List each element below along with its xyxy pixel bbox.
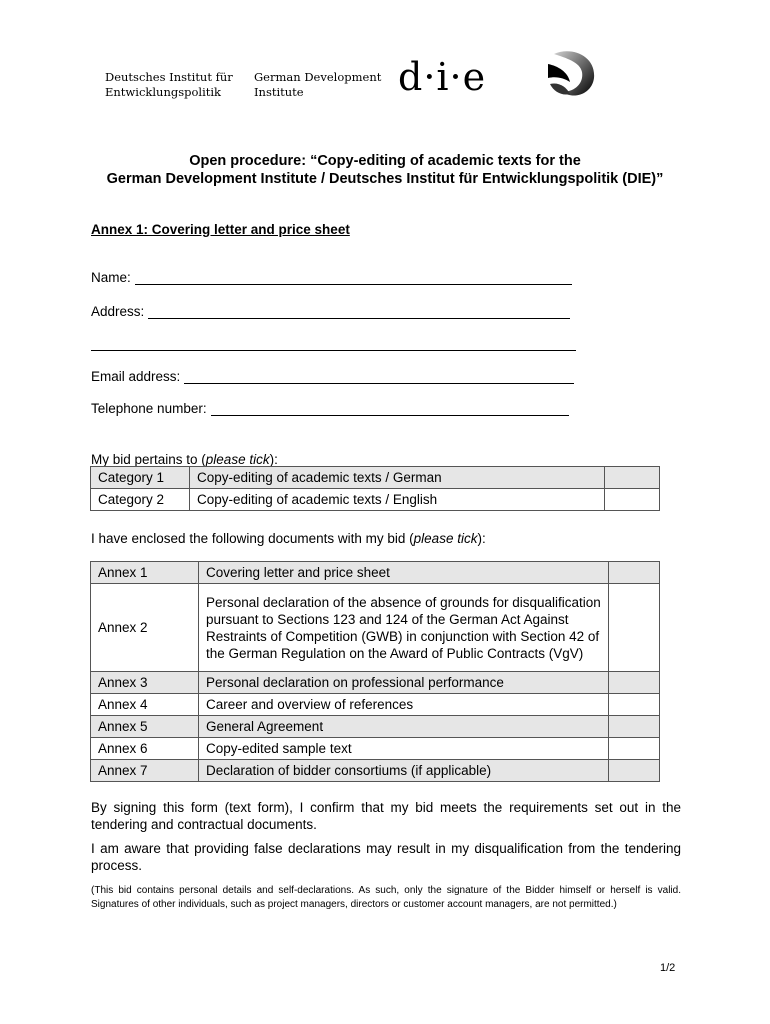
description-cell: General Agreement <box>199 716 609 738</box>
description-cell: Declaration of bidder consortiums (if applicable) <box>199 760 609 782</box>
die-emblem-icon <box>544 48 598 100</box>
name-line[interactable] <box>135 270 572 285</box>
description-cell: Copy-edited sample text <box>199 738 609 760</box>
table-row <box>91 716 660 738</box>
address-field[interactable] <box>91 304 570 319</box>
description-cell: Covering letter and price sheet <box>199 562 609 584</box>
tick-box[interactable] <box>605 489 660 511</box>
tick-box[interactable] <box>609 760 660 782</box>
annex-cell: Annex 5 <box>91 716 199 738</box>
description-cell: Career and overview of references <box>199 694 609 716</box>
table-row <box>91 562 660 584</box>
signature-note: (This bid contains personal details and self-declarations. As such, only the signature of the Bidder himself or herself is valid. Signatures of other individuals, such as project managers, directors or customer account managers, are not permitted.) <box>91 885 681 910</box>
description-cell: Copy-editing of academic texts / English <box>190 489 605 511</box>
tick-box[interactable] <box>609 562 660 584</box>
description-cell: Copy-editing of academic texts / German <box>190 467 605 489</box>
email-field[interactable] <box>91 369 574 384</box>
address-line-2[interactable] <box>91 350 576 351</box>
bid-category-table <box>90 466 660 511</box>
annex-heading: Annex 1: Covering letter and price sheet <box>91 222 350 237</box>
document-title: Open procedure: “Copy-editing of academic texts for the German Development Institute / Deutsches Institut für Entwicklungspolitik (DIE)” <box>106 153 664 187</box>
tick-box[interactable] <box>605 467 660 489</box>
awareness-paragraph: I am aware that providing false declarations may result in my disqualification from the tendering process. <box>91 841 681 873</box>
tick-box[interactable] <box>609 716 660 738</box>
annex-cell: Annex 4 <box>91 694 199 716</box>
telephone-line[interactable] <box>211 401 569 416</box>
email-label: Email address: <box>91 369 181 384</box>
table-row <box>91 738 660 760</box>
bid-intro: My bid pertains to (please tick): <box>91 452 278 467</box>
address-line[interactable] <box>148 304 570 319</box>
institute-name-english: German Development Institute <box>254 70 382 99</box>
annex-cell: Annex 2 <box>91 584 199 672</box>
category-cell: Category 1 <box>91 467 190 489</box>
address-label: Address: <box>91 304 145 319</box>
table-row <box>91 489 660 511</box>
description-cell: Personal declaration on professional performance <box>199 672 609 694</box>
email-line[interactable] <box>184 369 574 384</box>
table-row <box>91 584 660 672</box>
tick-box[interactable] <box>609 672 660 694</box>
category-cell: Category 2 <box>91 489 190 511</box>
tick-box[interactable] <box>609 584 660 672</box>
tick-box[interactable] <box>609 694 660 716</box>
die-wordmark: d·i·e <box>398 55 487 99</box>
tick-box[interactable] <box>609 738 660 760</box>
annex-cell: Annex 1 <box>91 562 199 584</box>
table-row <box>91 467 660 489</box>
documents-table <box>90 561 660 782</box>
name-field[interactable] <box>91 270 572 285</box>
description-cell: Personal declaration of the absence of grounds for disqualification pursuant to Sections 123 and 124 of the German Act Against Restraints of Competition (GWB) in conjunction with Section 42 of the German Regulation on the Award of Public Contracts (VgV) <box>199 584 609 672</box>
telephone-field[interactable] <box>91 401 569 416</box>
documents-intro: I have enclosed the following documents with my bid (please tick): <box>91 531 486 546</box>
table-row <box>91 694 660 716</box>
institute-name-german: Deutsches Institut für Entwicklungspolitik <box>105 70 233 99</box>
annex-cell: Annex 7 <box>91 760 199 782</box>
name-label: Name: <box>91 270 131 285</box>
table-row <box>91 672 660 694</box>
page-number: 1/2 <box>660 962 676 974</box>
table-row <box>91 760 660 782</box>
annex-cell: Annex 6 <box>91 738 199 760</box>
annex-cell: Annex 3 <box>91 672 199 694</box>
telephone-label: Telephone number: <box>91 401 207 416</box>
confirm-paragraph: By signing this form (text form), I confirm that my bid meets the requirements set out in the tendering and contractual documents. <box>91 800 681 832</box>
